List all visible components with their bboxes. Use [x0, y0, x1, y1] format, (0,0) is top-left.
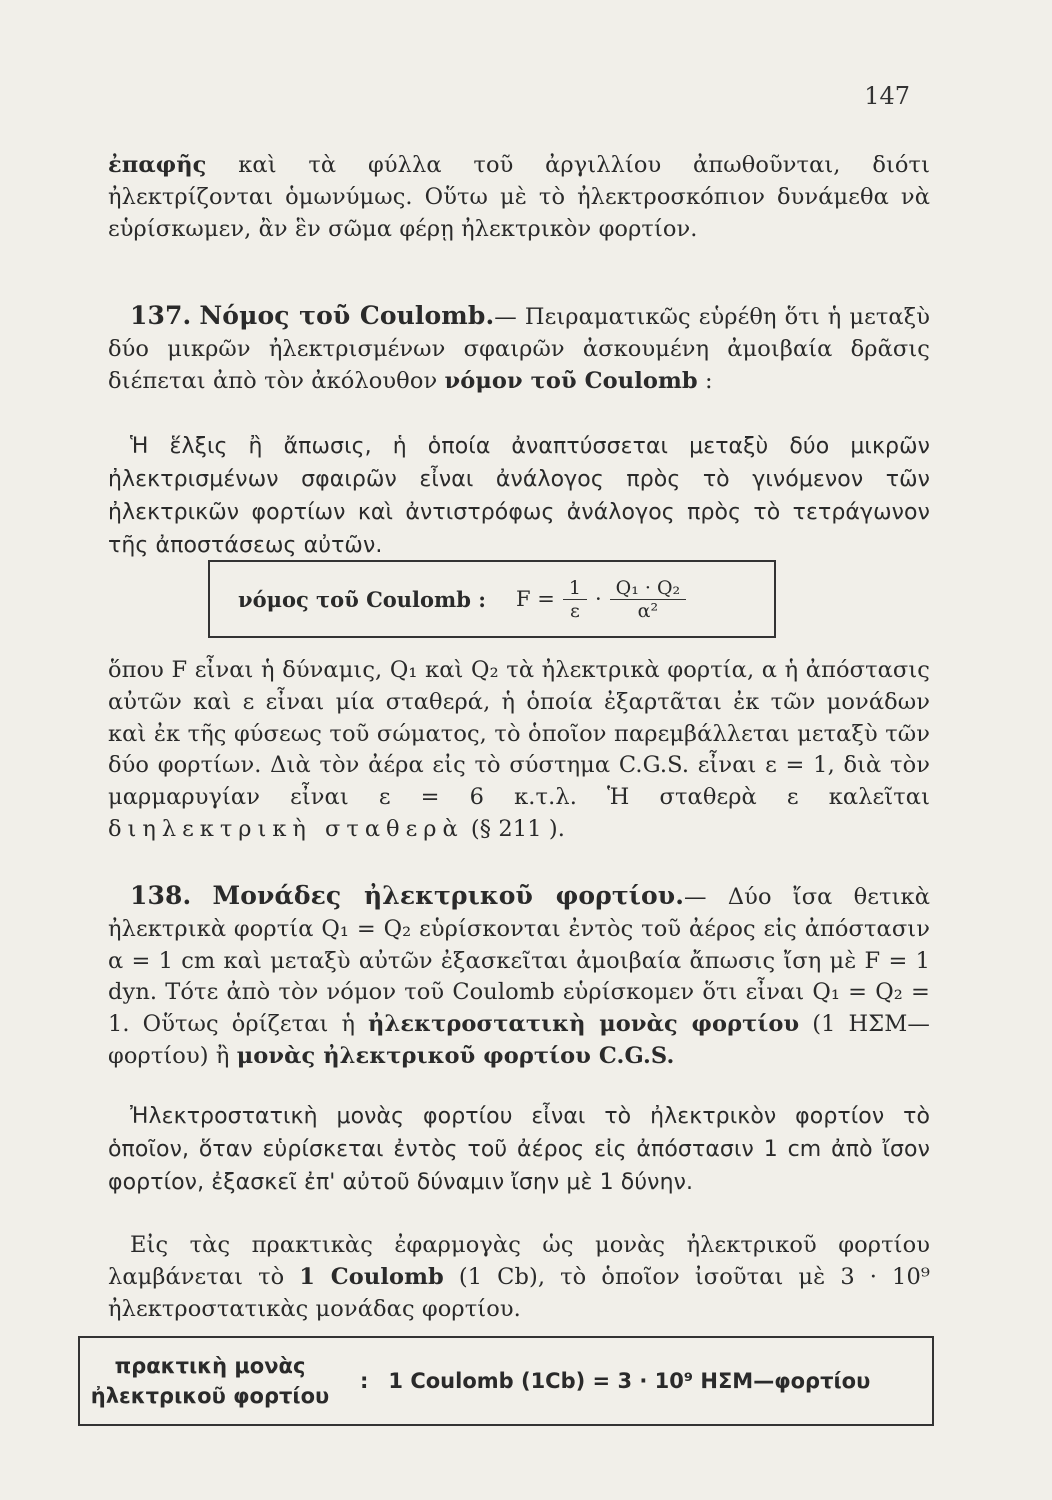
formula-equation [516, 577, 686, 622]
intro-lead: ἐπαφῆς [108, 152, 207, 178]
electrostatic-unit-name: ἠλεκτροστατικὴ μονὰς φορτίου [368, 1011, 800, 1038]
coulomb-law-ref: νόμον τοῦ Coulomb [444, 367, 698, 394]
frac1-numerator: 1 [563, 577, 587, 600]
page-number: 147 [864, 82, 910, 110]
coulomb-formula-box [208, 560, 776, 638]
coulomb-law-statement: Ἡ ἕλξις ἢ ἄπωσις, ἡ ὁποία ἀναπτύσσεται μεταξὺ δύο μικρῶν ἠλεκτρισμένων σφαιρῶν εἶναι ἀνάλογος πρὸς τὸ γινόμενον τῶν ἠλεκτρικῶν φορτίων καὶ ἀντιστρόφως ἀνάλογος πρὸς τὸ τετράγωνον τῆς ἀποστάσεως αὐτῶν. [108, 434, 930, 558]
practical-unit-box [78, 1336, 934, 1426]
section-138-text: — Δύο ἴσα θετικὰ ἠλεκτρικὰ φορτία Q₁ = Q₂ εὑρίσκονται ἐντὸς τοῦ ἀέρος εἰς ἀπόστασιν α = 1 cm καὶ μεταξὺ αὐτῶν ἐξασκεῖται ἀμοιβαία ἄπωσις ἴση μὲ F = 1 dyn. Τότε ἀπὸ τὸν νόμον τοῦ Coulomb εὑρίσκομεν ὅτι εἶναι Q₁ = Q₂ = 1. Οὕτως ὁρίζεται ἡ [108, 884, 930, 1038]
unit-box-colon: : [360, 1369, 369, 1393]
unit-box-value: 1 Coulomb (1Cb) = 3 · 10⁹ ΗΣΜ—φορτίου [388, 1369, 871, 1393]
coulomb-unit: 1 Coulomb [299, 1263, 444, 1290]
formula-label: νόμος τοῦ Coulomb : [238, 586, 487, 612]
frac2-numerator: Q₁ · Q₂ [610, 577, 687, 600]
intro-paragraph [108, 150, 930, 245]
frac1-denominator: ε [569, 599, 580, 622]
fraction-charges-over-distance [610, 577, 687, 622]
formula-lhs: F = [516, 587, 555, 611]
section-138-number: 138. [130, 881, 192, 910]
unit-box-label: πρακτικὴ μονὰς ἠλεκτρικοῦ φορτίου [90, 1354, 330, 1408]
section-137-title: Νόμος τοῦ Coulomb. [199, 301, 495, 330]
practical-text: Εἰς τὰς πρακτικὰς ἐφαρμογὰς ὡς μονὰς ἠλεκτρικοῦ φορτίου λαμβάνεται τὸ [108, 1232, 930, 1290]
unit-definition: Ἠλεκτροστατικὴ μονὰς φορτίου εἶναι τὸ ἠλεκτρικὸν φορτίον τὸ ὁποῖον, ὅταν εὑρίσκεται ἐντὸς τοῦ ἀέρος εἰς ἀπόστασιν 1 cm ἀπὸ ἴσον φορτίον, ἐξασκεῖ ἐπ' αὐτοῦ δύναμιν ἴσην μὲ 1 δύνην. [108, 1104, 930, 1195]
practical-text2: (1 Cb), τὸ ὁποῖον ἰσοῦται μὲ 3 · 10⁹ ἠλεκτροστατικὰς μονάδας φορτίου. [108, 1263, 930, 1322]
section-138-paragraph [108, 880, 930, 1073]
section-137-text: — Πειραματικῶς εὑρέθη ὅτι ἡ μεταξὺ δύο μικρῶν ἠλεκτρισμένων σφαιρῶν ἀσκουμένη ἀμοιβαία δρᾶσις διέπεται ἀπὸ τὸν ἀκόλουθον [108, 304, 930, 394]
explanation-text: ὅπου F εἶναι ἡ δύναμις, Q₁ καὶ Q₂ τὰ ἠλεκτρικὰ φορτία, α ἡ ἀπόστασις αὐτῶν καὶ ε εἶναι μία σταθερά, ἡ ὁποία ἐξαρτᾶται ἐκ τῶν μονάδων καὶ ἐκ τῆς φύσεως τοῦ σώματος, τὸ ὁποῖον παρεμβάλλεται μεταξὺ τῶν δύο φορτίων. Διὰ τὸν ἀέρα εἰς τὸ σύστημα C.G.S. εἶναι ε = 1, διὰ τὸν μαρμαρυγίαν εἶναι ε = 6 κ.τ.λ. Ἡ σταθερὰ ε καλεῖται [108, 657, 930, 811]
section-ref: (§ 211 ). [463, 815, 566, 842]
frac2-denominator: α² [637, 599, 659, 622]
section-138-title: Μονάδες ἠλεκτρικοῦ φορτίου. [212, 881, 685, 910]
cgs-unit-name: μονὰς ἠλεκτρικοῦ φορτίου C.G.S. [236, 1042, 675, 1069]
section-138-text2: (1 ΗΣΜ—φορτίου) ἢ [108, 1011, 930, 1069]
section-137-number: 137. [130, 301, 192, 330]
practical-unit-paragraph [108, 1230, 930, 1325]
fraction-one-over-epsilon [563, 577, 587, 622]
section-137-paragraph [108, 300, 930, 397]
section-137-colon: : [697, 367, 713, 394]
explanation-paragraph [108, 655, 930, 846]
formula-dot: · [594, 587, 602, 611]
dielectric-constant-term: διηλεκτρικὴ σταθερὰ [108, 815, 464, 842]
intro-text: καὶ τὰ φύλλα τοῦ ἀργιλλίου ἀπωθοῦνται, διότι ἠλεκτρίζονται ὁμωνύμως. Οὕτω μὲ τὸ ἠλεκτροσκόπιον δυνάμεθα νὰ εὑρίσκωμεν, ἂν ἓν σῶμα φέρῃ ἠλεκτρικὸν φορτίον. [108, 152, 930, 242]
